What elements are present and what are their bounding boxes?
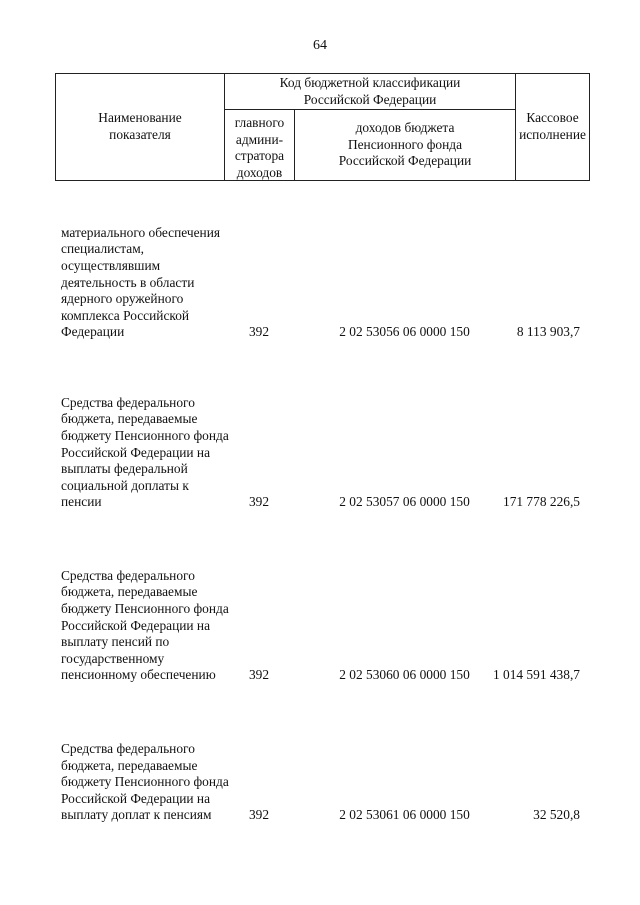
row-amount: 1 014 591 438,7 — [492, 667, 580, 683]
row-admin-code: 392 — [248, 494, 270, 510]
table-row — [0, 526, 640, 684]
header-admin-label: главного админи-стратора доходов — [234, 115, 285, 180]
table-row — [0, 197, 640, 341]
row-income-code: 2 02 53057 06 0000 150 — [339, 494, 470, 510]
table-header — [55, 73, 590, 181]
page-number: 64 — [313, 38, 327, 53]
row-amount: 32 520,8 — [533, 807, 580, 823]
row-name: Средства федерального бюджета, передаваемые бюджету Пенсионного фонда Российской Федерации на выплаты федеральной социальной доплаты к пенсии — [61, 394, 229, 510]
row-name: Средства федерального бюджета, передаваемые бюджету Пенсионного фонда Российской Федерации на выплату пенсий по государственному пенсионному обеспечению — [61, 567, 229, 683]
row-name: Средства федерального бюджета, передаваемые бюджету Пенсионного фонда Российской Федерации на выплату доплат к пенсиям — [61, 741, 229, 823]
header-cash-label: Кассовое исполнение — [519, 110, 586, 142]
header-code-label: Код бюджетной классификации Российской Федерации — [279, 74, 461, 107]
row-name: материального обеспечения специалистам, осуществлявшим деятельность в области ядерного оружейного комплекса Российской Федерации — [61, 224, 221, 340]
row-amount: 8 113 903,7 — [516, 324, 580, 340]
header-cash-column — [516, 74, 589, 180]
header-name-column — [56, 74, 225, 180]
table-row — [0, 352, 640, 511]
header-income-column — [295, 110, 516, 180]
row-amount: 171 778 226,5 — [503, 494, 580, 510]
row-income-code: 2 02 53060 06 0000 150 — [339, 667, 470, 683]
table-row — [0, 700, 640, 824]
header-admin-column — [225, 110, 295, 180]
row-admin-code: 392 — [248, 807, 270, 823]
header-code-group — [225, 74, 516, 110]
row-admin-code: 392 — [248, 324, 270, 340]
row-income-code: 2 02 53061 06 0000 150 — [339, 807, 470, 823]
header-income-label: доходов бюджета Пенсионного фонда Российской Федерации — [338, 120, 472, 169]
row-admin-code: 392 — [248, 667, 270, 683]
row-income-code: 2 02 53056 06 0000 150 — [339, 324, 470, 340]
header-name-label: Наименование показателя — [98, 110, 182, 142]
